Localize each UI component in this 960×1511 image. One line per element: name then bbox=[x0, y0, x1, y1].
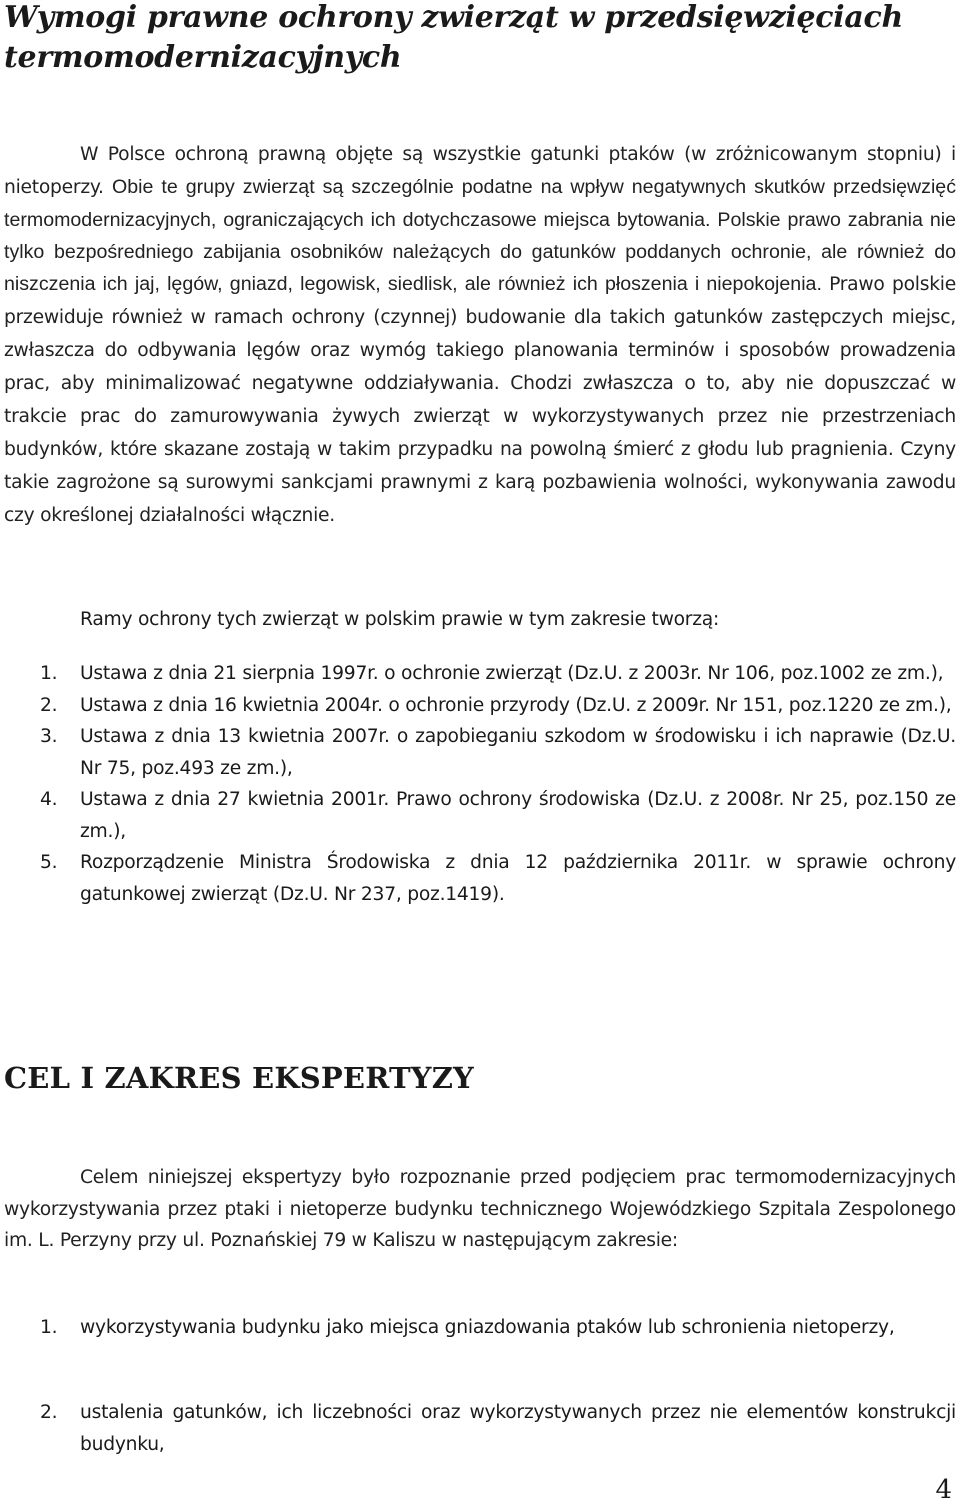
list-text: wykorzystywania budynku jako miejsca gniazdowania ptaków lub schronienia nietoperzy, bbox=[80, 1317, 895, 1338]
list-item bbox=[4, 847, 956, 910]
intro-paragraph-part-2: Obie te grupy zwierząt są szczególnie podatne na wpływ negatywnych skutków przedsięwzięć termomodernizacyjnych, ograniczających ich dotychczasowe miejsca bytowania. Polskie prawo zabrania nie tylko bezpośredniego zabijania osobników należących do gatunków poddanych ochronie, ale również do niszczenia ich jaj, lęgów, gniazd, legowisk, siedlisk, ale również ich płoszenia i niepokojenia. bbox=[4, 176, 956, 295]
list-text: Rozporządzenie Ministra Środowiska z dnia 12 października 2011r. w sprawie ochrony gatunkowej zwierząt (Dz.U. Nr 237, poz.1419). bbox=[80, 852, 956, 905]
document-title: Wymogi prawne ochrony zwierząt w przedsięwzięciach termomodernizacyjnych bbox=[4, 0, 903, 75]
list-number: 4. bbox=[40, 789, 58, 810]
intro-paragraph bbox=[4, 138, 956, 532]
laws-list bbox=[4, 658, 956, 910]
laws-intro: Ramy ochrony tych zwierząt w polskim prawie w tym zakresie tworzą: bbox=[80, 609, 720, 630]
list-number: 1. bbox=[40, 663, 58, 684]
page-number: 4 bbox=[935, 1475, 952, 1505]
list-text: Ustawa z dnia 13 kwietnia 2007r. o zapobieganiu szkodom w środowisku i ich naprawie (Dz.U. Nr 75, poz.493 ze zm.), bbox=[80, 726, 956, 779]
intro-paragraph-part-1: W Polsce ochroną prawną objęte są wszystkie gatunki ptaków (w zróżnicowanym stopniu) i nietoperzy. bbox=[4, 144, 956, 198]
list-text: ustalenia gatunków, ich liczebności oraz wykorzystywanych przez nie elementów konstrukcji budynku, bbox=[80, 1402, 956, 1455]
list-text: Ustawa z dnia 21 sierpnia 1997r. o ochronie zwierząt (Dz.U. z 2003r. Nr 106, poz.1002 ze zm.), bbox=[80, 663, 944, 684]
intro-paragraph-part-3: Prawo polskie przewiduje również w ramach ochrony (czynnej) budowanie dla takich gatunków zastępczych miejsc, zwłaszcza do odbywania lęgów oraz wymóg takiego planowania terminów i sposobów prowadzenia prac, aby minimalizować negatywne oddziaływania. Chodzi zwłaszcza o to, aby nie dopuszczać w trakcie prac do zamurowywania żywych zwierząt w wykorzystywanych przez nie przestrzeniach budynków, które skazane zostają w takim przypadku na powolną śmierć z głodu lub pragnienia. Czyny takie zagrożone są surowymi sankcjami prawnymi z karą pozbawienia wolności, wykonywania zawodu czy określonej działalności włącznie. bbox=[4, 274, 957, 526]
list-number: 1. bbox=[40, 1317, 58, 1338]
list-item bbox=[4, 784, 956, 847]
section-heading: CEL I ZAKRES EKSPERTYZY bbox=[4, 1061, 474, 1095]
purpose-paragraph-text: Celem niniejszej ekspertyzy było rozpoznanie przed podjęciem prac termomodernizacyjnych wykorzystywania przez ptaki i nietoperze budynku technicznego Wojewódzkiego Szpitala Zespolonego im. L. Perzyny przy ul. Poznańskiej 79 w Kaliszu w następującym zakresie: bbox=[4, 1167, 956, 1251]
list-item bbox=[4, 690, 956, 722]
list-item bbox=[4, 1312, 956, 1344]
list-number: 2. bbox=[40, 694, 58, 716]
list-item bbox=[4, 1397, 956, 1461]
list-number: 2. bbox=[40, 1402, 58, 1423]
purpose-paragraph bbox=[4, 1162, 956, 1257]
list-number: 3. bbox=[40, 726, 58, 747]
list-item bbox=[4, 721, 956, 784]
list-item bbox=[4, 658, 956, 690]
list-number: 5. bbox=[40, 852, 58, 873]
list-text: Ustawa z dnia 16 kwietnia 2004r. o ochronie przyrody (Dz.U. z 2009r. Nr 151, poz.1220 ze zm.), bbox=[80, 694, 952, 716]
list-text: Ustawa z dnia 27 kwietnia 2001r. Prawo ochrony środowiska (Dz.U. z 2008r. Nr 25, poz.150 ze zm.), bbox=[80, 789, 956, 842]
